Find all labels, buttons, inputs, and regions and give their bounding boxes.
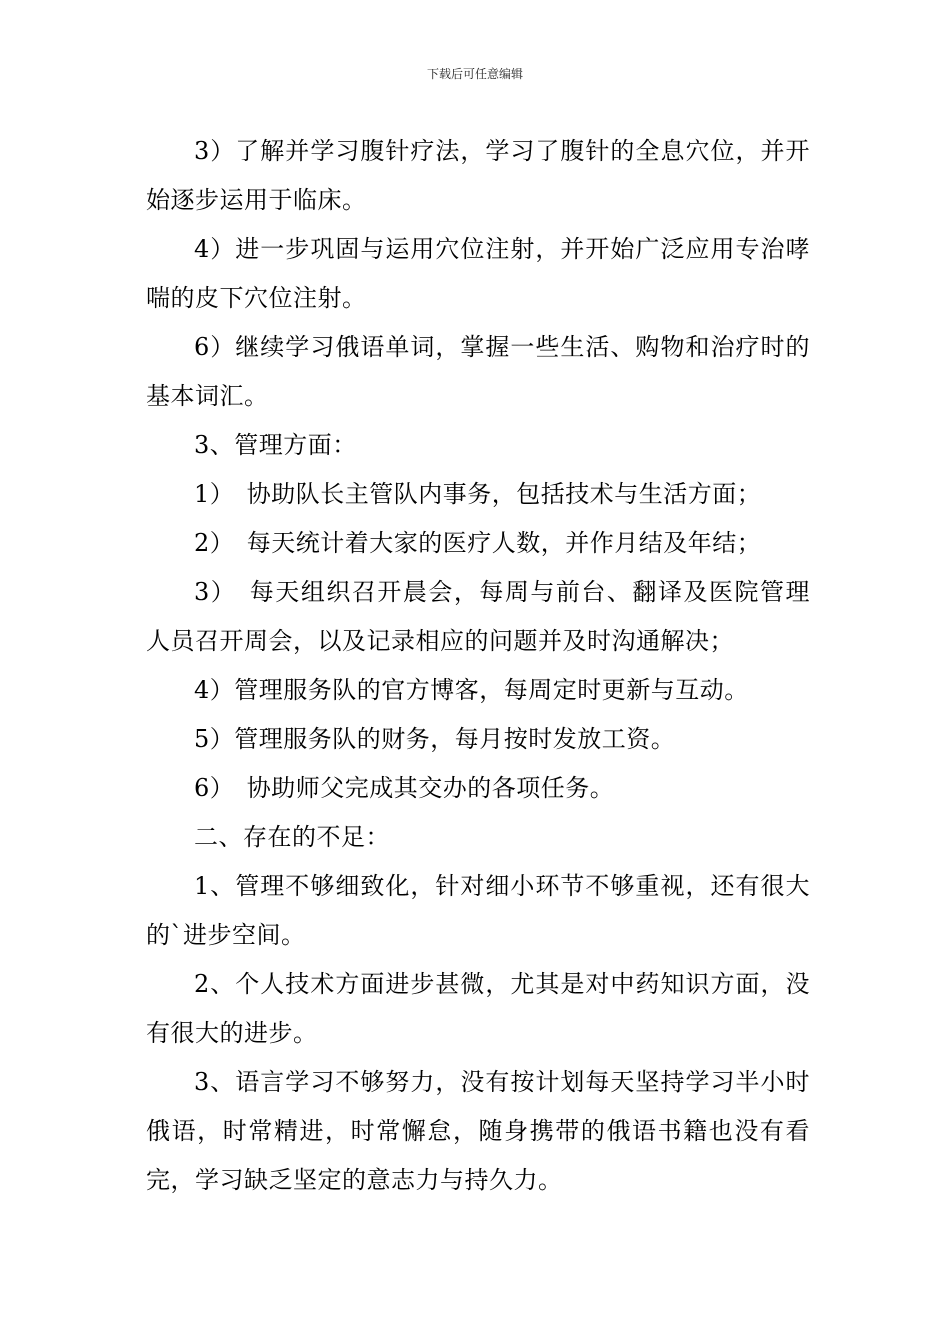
paragraph-assist-captain: 1） 协助队长主管队内事务，包括技术与生活方面； (194, 480, 762, 508)
paragraph-assist-master: 6） 协助师父完成其交办的各项任务。 (194, 774, 615, 802)
document-body (146, 127, 810, 1205)
section-heading-shortcomings: 二、存在的不足： (194, 823, 390, 851)
paragraph-daily-statistics: 2） 每天统计着大家的医疗人数，并作月结及年结； (194, 529, 762, 557)
paragraph-language-study: 3、语言学习不够努力，没有按计划每天坚持学习半小时俄语，时常精进，时常懈怠，随身携带的俄语书籍也没有看完，学习缺乏坚定的意志力与持久力。 (146, 1068, 810, 1194)
paragraph-official-blog: 4）管理服务队的官方博客，每周定时更新与互动。 (194, 676, 749, 704)
paragraph-meetings: 3） 每天组织召开晨会，每周与前台、翻译及医院管理人员召开周会，以及记录相应的问题并及时沟通解决； (146, 578, 810, 655)
paragraph-russian-vocabulary: 6）继续学习俄语单词，掌握一些生活、购物和治疗时的基本词汇。 (146, 333, 810, 410)
paragraph-personal-skills: 2、个人技术方面进步甚微，尤其是对中药知识方面，没有很大的进步。 (146, 970, 810, 1047)
paragraph-finance: 5）管理服务队的财务，每月按时发放工资。 (194, 725, 676, 753)
header-note: 下载后可任意编辑 (426, 67, 523, 81)
section-heading-management: 3、管理方面： (194, 431, 357, 459)
paragraph-acupoint-injection: 4）进一步巩固与运用穴位注射，并开始广泛应用专治哮喘的皮下穴位注射。 (146, 235, 810, 312)
paragraph-management-detail: 1、管理不够细致化，针对细小环节不够重视，还有很大的`进步空间。 (146, 872, 810, 949)
paragraph-abdominal-acupuncture: 3）了解并学习腹针疗法，学习了腹针的全息穴位，并开始逐步运用于临床。 (146, 137, 810, 214)
